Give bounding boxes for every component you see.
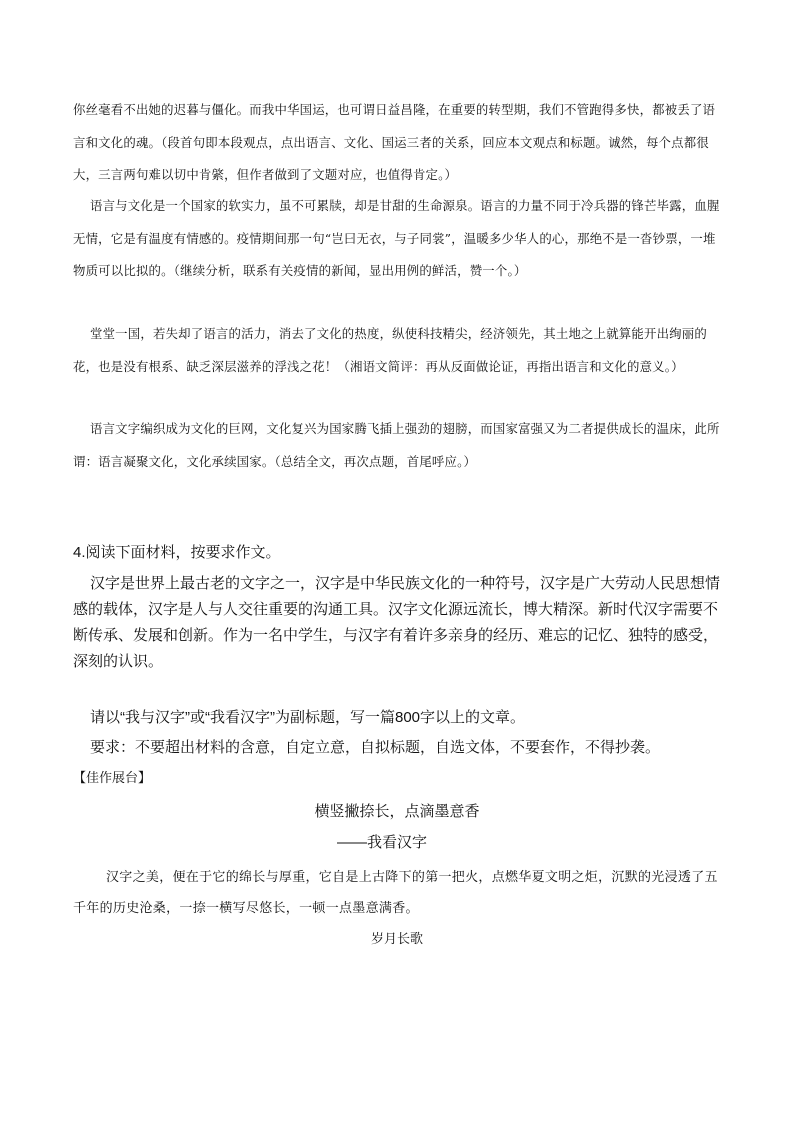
essay-subtitle: ——我看汉字 [337,834,428,851]
essay-title: 横竖撇捺长，点滴墨意香 [314,803,480,820]
essay-paragraph-3: 堂堂一国，若失却了语言的活力，消去了文化的热度，纵使科技精尖，经济领先，其土地之上就算能开出绚丽的花，也是没有根系、缺乏深层滋养的浮浅之花！（湘语文简评：再从反面做论证，再指出语言和文化的意义。） [73,326,707,374]
essay-paragraph-2: 语言与文化是一个国家的软实力，虽不可累牍，却是甘甜的生命源泉。语言的力量不同于冷兵器的锋芒毕露，血腥无情，它是有温度有情感的。疫情期间那一句“岂曰无衣，与子同裳”，温暖多少华人的心，那绝不是一沓钞票，一堆物质可以比拟的。（继续分析，联系有关疫情的新闻，显出用例的鲜活，赞一个。） [73,198,720,278]
essay-opening-paragraph: 汉字之美，便在于它的绵长与厚重，它自是上古降下的第一把火，点燃华夏文明之炬，沉默的光浸透了五千年的历史沧桑，一捺一横写尽悠长，一顿一点墨意满香。 [73,870,718,916]
exhibit-label: 【佳作展台】 [73,771,152,786]
essay-section-heading: 岁月长歌 [370,932,423,947]
essay-paragraph-4: 语言文字编织成为文化的巨网，文化复兴为国家腾飞插上强劲的翅膀，而国家富强又为二者提供成长的温床，此所谓：语言凝聚文化，文化承续国家。（总结全文，再次点题，首尾呼应。） [73,421,720,469]
question-number: 4.阅读下面材料，按要求作文。 [73,544,281,561]
essay-paragraph-1: 你丝毫看不出她的迟暮与僵化。而我中华国运，也可谓日益昌隆，在重要的转型期，我们不管跑得多快，都被丢了语言和文化的魂。（段首句即本段观点，点出语言、文化、国运三者的关系，回应本文观点和标题。诚然，每个点都很大，三言两句难以切中肯綮，但作者做到了文题对应，也值得肯定。） [73,102,716,182]
question-instruction: 请以“我与汉字”或“我看汉字”为副标题，写一篇800字以上的文章。 [90,709,526,726]
question-material: 汉字是世界上最古老的文字之一，汉字是中华民族文化的一种符号，汉字是广大劳动人民思想情感的载体，汉字是人与人交往重要的沟通工具。汉字文化源远流长，博大精深。新时代汉字需要不断传承、发展和创新。作为一名中学生，与汉字有着许多亲身的经历、难忘的记忆、独特的感受，深刻的认识。 [73,575,721,670]
question-requirement: 要求：不要超出材料的含意，自定立意，自拟标题，自选文体，不要套作，不得抄袭。 [90,739,661,756]
